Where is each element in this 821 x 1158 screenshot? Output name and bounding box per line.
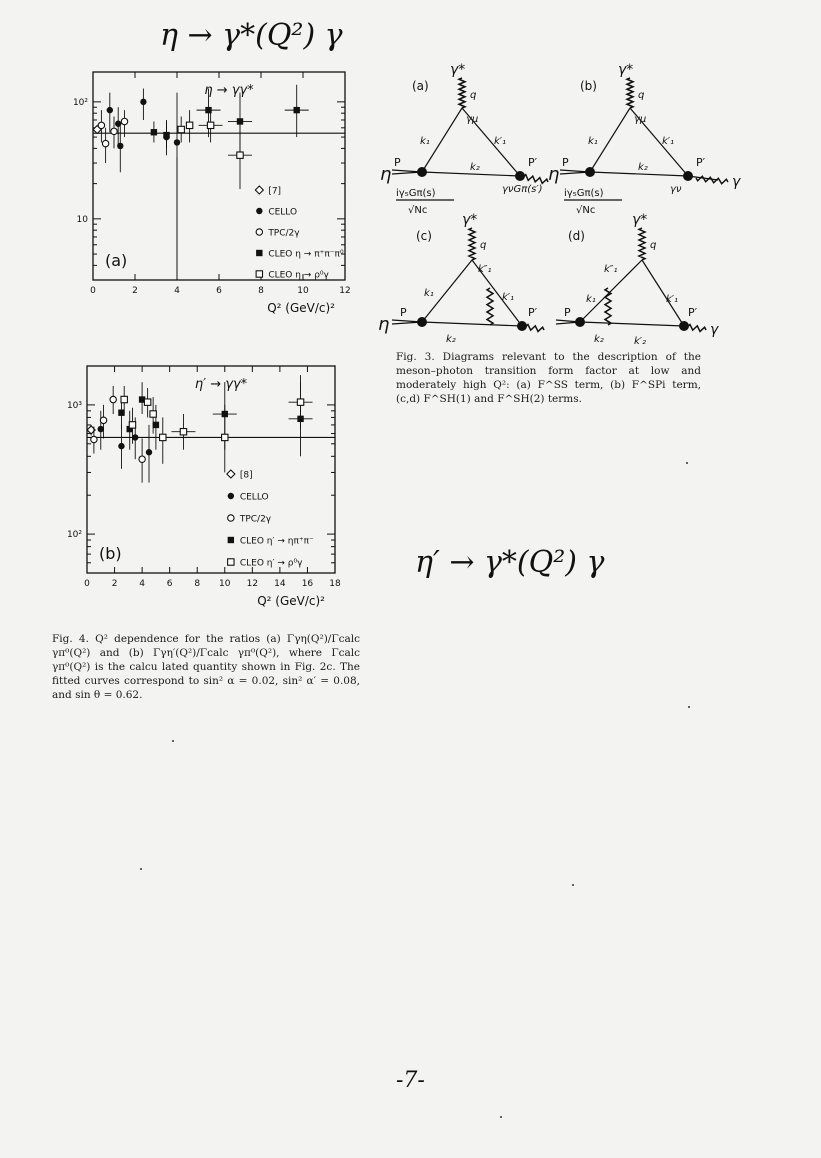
momentum-k1pp: k″₁ <box>478 264 492 275</box>
x-tick-label: 4 <box>174 286 180 296</box>
x-tick-label: 6 <box>216 286 222 296</box>
legend-label: [7] <box>268 186 282 197</box>
eta-annotation: η <box>548 164 560 185</box>
photon-line-q <box>469 228 475 260</box>
legend-label: CLEO η′ → ηπ⁺π⁻ <box>239 536 314 547</box>
legend-marker <box>256 229 262 235</box>
y-tick-label: 10² <box>72 97 88 108</box>
data-point <box>237 118 243 124</box>
momentum-k1: k₁ <box>586 294 596 305</box>
data-point <box>100 417 106 423</box>
data-point <box>144 399 150 405</box>
x-tick-label: 6 <box>166 579 173 589</box>
meson-P: P <box>562 156 569 169</box>
data-point <box>178 126 184 132</box>
legend-marker <box>228 559 234 565</box>
momentum-k1p: k′₁ <box>666 294 679 305</box>
meson-P: P <box>564 306 571 319</box>
legend-marker <box>256 250 262 256</box>
scan-speck <box>140 868 142 870</box>
data-point <box>129 422 135 428</box>
data-point <box>132 434 138 440</box>
momentum-k2: k₂ <box>638 162 648 173</box>
handwritten-annotation-top: η → γ*(Q²) γ <box>160 18 343 53</box>
momentum-k1pp: k″₁ <box>604 264 618 275</box>
chart-title: η′ → γγ* <box>194 377 248 392</box>
vertex-factor-right: γν <box>670 184 682 195</box>
outgoing-photon-b <box>696 176 728 183</box>
momentum-q: q <box>480 240 487 251</box>
quark-line <box>642 260 684 326</box>
x-tick-label: 16 <box>301 579 314 589</box>
diagram-gamma-star: γ* <box>462 212 478 228</box>
data-point <box>180 429 186 435</box>
data-point <box>207 122 213 128</box>
fig4-caption: Fig. 4. Q² dependence for the ratios (a) Γγη(Q²)/Γcalc γπ⁰(Q²) and (b) Γγη′(Q²)/Γcalc γπ⁰(Q²), where Γcalc γπ⁰(Q²) is the calcu lated quantity shown in Fig. 2c. The fitted curves correspond to sin² α = 0.02, sin² α′ = 0.08, and sin θ = 0.62. <box>52 633 360 701</box>
outgoing-photon-a <box>520 175 548 184</box>
x-tick-label: 10 <box>219 579 231 589</box>
data-point <box>121 118 127 124</box>
gamma-out-b: γ <box>732 174 741 190</box>
x-tick-label: 12 <box>339 286 351 296</box>
eta-annotation: η <box>380 164 392 185</box>
legend-marker <box>256 208 262 214</box>
x-tick-label: 8 <box>258 286 264 296</box>
gluon-line-c <box>487 288 493 325</box>
chart-title: η → γγ* <box>204 83 254 98</box>
diagram-label: (c) <box>416 229 432 243</box>
data-point <box>297 399 303 405</box>
x-tick-label: 0 <box>90 286 96 296</box>
legend-marker <box>228 515 234 521</box>
data-point <box>102 140 108 146</box>
legend-label: CLEO η → ρ⁰γ <box>268 270 329 281</box>
momentum-q: q <box>650 240 657 251</box>
x-tick-label: 18 <box>329 579 341 589</box>
data-point <box>222 434 228 440</box>
data-point <box>186 122 192 128</box>
legend-marker <box>228 493 234 499</box>
scan-speck <box>172 740 174 742</box>
y-tick-label: 10² <box>66 530 82 541</box>
legend-label: CLEO η → π⁺π⁻π⁰ <box>268 249 344 260</box>
photon-line-q <box>459 78 465 108</box>
momentum-k1p: k′₁ <box>502 292 515 303</box>
data-point <box>174 139 180 145</box>
x-axis-label: Q² (GeV/c)² <box>257 594 325 608</box>
chart-eta <box>40 62 370 337</box>
data-point <box>98 426 104 432</box>
data-point <box>237 152 243 158</box>
legend-label: [8] <box>239 470 253 481</box>
x-tick-label: 0 <box>84 579 90 589</box>
legend-label: TPC/2γ <box>239 514 272 525</box>
data-point <box>98 122 104 128</box>
momentum-k2: k₂ <box>594 334 604 345</box>
quark-line <box>580 322 684 326</box>
panel-label: (a) <box>105 251 128 270</box>
gamma-out-d: γ <box>710 322 719 338</box>
vertex-factor-nc: √Nc <box>408 205 428 216</box>
meson-Pp: P′ <box>528 156 538 169</box>
meson-P: P <box>400 306 407 319</box>
x-tick-label: 8 <box>194 579 201 589</box>
momentum-k1p: k′₁ <box>494 136 507 147</box>
diagram-gamma-star: γ* <box>632 212 648 228</box>
x-tick-label: 2 <box>111 579 118 589</box>
page-number: -7- <box>396 1068 425 1093</box>
meson-Pp: P′ <box>528 306 538 319</box>
scan-speck <box>688 706 690 708</box>
data-point <box>146 449 152 455</box>
vertex-label: γμ <box>466 114 479 125</box>
momentum-k1: k₁ <box>420 136 430 147</box>
momentum-k2p: k′₂ <box>634 336 647 347</box>
data-point <box>153 422 159 428</box>
vertex-factor-left: iγ₅Gπ(s) <box>564 188 604 199</box>
momentum-k1: k₁ <box>424 288 434 299</box>
momentum-k2: k₂ <box>470 162 480 173</box>
data-point <box>163 132 169 138</box>
data-point <box>140 99 146 105</box>
vertex-factor-left: iγ₅Gπ(s) <box>396 188 436 199</box>
x-tick-label: 2 <box>132 286 138 296</box>
x-tick-label: 10 <box>297 286 309 296</box>
data-point <box>139 456 145 462</box>
data-point <box>151 129 157 135</box>
data-point <box>107 107 113 113</box>
legend-marker <box>255 186 263 194</box>
data-point <box>121 396 127 402</box>
legend-marker <box>256 271 262 277</box>
legend-label: TPC/2γ <box>268 228 300 239</box>
x-tick-label: 4 <box>139 579 145 589</box>
momentum-q: q <box>638 90 645 101</box>
scan-speck <box>686 462 688 464</box>
data-point <box>91 436 97 442</box>
vertex-factor-nc: √Nc <box>576 205 596 216</box>
momentum-q: q <box>470 90 477 101</box>
legend-marker <box>228 537 234 543</box>
feynman-diagrams <box>370 60 741 360</box>
fig3-caption: Fig. 3. Diagrams relevant to the description of the meson–photon transition form factor at low and moderately high Q²: (a) F^SS term, (b) F^SPi term, (c,d) F^SH(1) and F^SH(2) terms. <box>396 351 701 405</box>
y-tick-label: 10³ <box>66 400 82 411</box>
legend-label: CLEO η′ → ρ⁰γ <box>239 558 303 569</box>
photon-line-q <box>627 78 633 108</box>
x-tick-label: 14 <box>274 579 286 589</box>
data-point <box>160 434 166 440</box>
vertex-label: γμ <box>634 114 647 125</box>
momentum-k2: k₂ <box>446 334 456 345</box>
meson-P: P <box>394 156 401 169</box>
meson-Pp: P′ <box>696 156 706 169</box>
x-tick-label: 12 <box>246 579 259 589</box>
y-tick-label: 10 <box>76 214 88 225</box>
data-point <box>115 121 121 127</box>
data-point <box>111 128 117 134</box>
data-point <box>294 107 300 113</box>
diagram-label: (d) <box>568 229 585 243</box>
quark-line <box>422 322 522 326</box>
momentum-k1p: k′₁ <box>662 136 675 147</box>
data-point <box>110 396 116 402</box>
data-point <box>118 410 124 416</box>
chart-eta-prime <box>40 358 370 620</box>
legend-label: CELLO <box>239 492 269 503</box>
diagram-label: (a) <box>412 79 429 93</box>
handwritten-annotation-mid: η′ → γ*(Q²) γ <box>415 545 605 580</box>
panel-label: (b) <box>99 544 122 563</box>
diagram-gamma-star: γ* <box>618 62 634 78</box>
scan-speck <box>572 884 574 886</box>
momentum-k1: k₁ <box>588 136 598 147</box>
meson-Pp: P′ <box>688 306 698 319</box>
legend-label: CELLO <box>268 207 298 218</box>
scan-speck <box>500 1116 502 1118</box>
x-axis-label: Q² (GeV/c)² <box>267 301 335 315</box>
legend-marker <box>227 470 235 478</box>
vertex-factor-right: γνGπ(s′) <box>502 184 543 195</box>
data-point <box>117 143 123 149</box>
data-point <box>150 411 156 417</box>
diagram-gamma-star: γ* <box>450 62 466 78</box>
eta-annotation: η <box>378 314 390 335</box>
data-point <box>118 443 124 449</box>
diagram-label: (b) <box>580 79 597 93</box>
photon-line-q <box>639 228 645 260</box>
